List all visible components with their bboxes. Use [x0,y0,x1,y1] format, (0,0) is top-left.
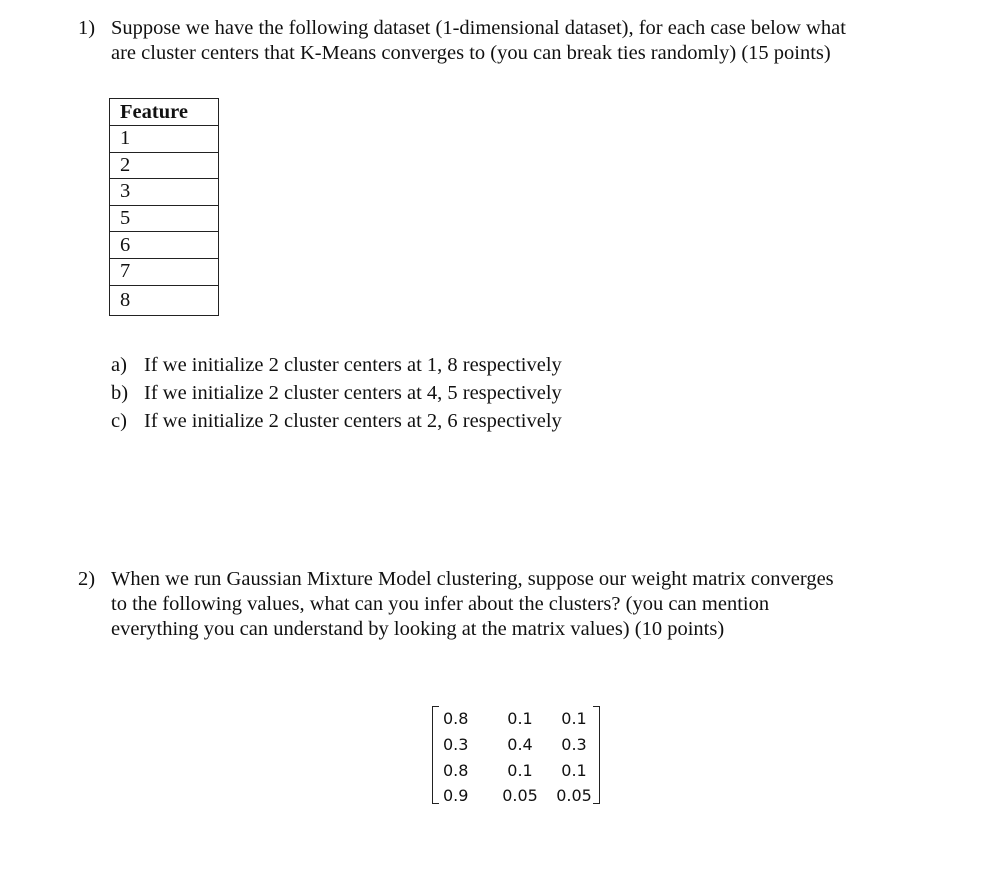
matrix-row-3 [432,758,600,783]
matrix-row-2 [432,732,600,757]
matrix-cell: 0.05 [556,786,592,805]
matrix-cell: 0.3 [561,735,587,754]
weight-matrix [432,704,600,806]
question-2-number: 2) [78,568,96,590]
option-c-text: If we initialize 2 cluster centers at 2, 6 respectively [144,410,562,432]
question-2-text [111,567,834,642]
feature-value: 7 [110,258,219,285]
matrix-cell: 0.9 [443,786,469,805]
matrix-cell: 0.8 [443,761,469,780]
question-2-line-2: to the following values, what can you infer about the clusters? (you can mention [111,593,770,615]
matrix-cell: 0.8 [443,709,469,728]
matrix-row-4 [432,783,600,808]
option-b-text: If we initialize 2 cluster centers at 4, 5 respectively [144,382,562,404]
matrix-row-1 [432,706,600,731]
matrix-cell: 0.05 [502,786,538,805]
question-1-text [111,16,846,66]
option-a-text: If we initialize 2 cluster centers at 1, 8 respectively [144,354,562,376]
feature-table [109,98,219,316]
feature-value: 6 [110,232,219,259]
matrix-cell: 0.1 [561,709,587,728]
option-c-letter: c) [111,410,127,432]
question-1-line-2: are cluster centers that K-Means converges to (you can break ties randomly) (15 points) [111,42,831,64]
question-1-number: 1) [78,17,96,39]
feature-value: 8 [110,285,219,315]
option-c [111,407,562,435]
feature-value: 2 [110,152,219,179]
option-a [111,351,562,379]
matrix-cell: 0.3 [443,735,469,754]
matrix-cell: 0.1 [561,761,587,780]
matrix-cell: 0.1 [507,761,533,780]
question-1-options [111,351,562,435]
question-1-line-1: Suppose we have the following dataset (1-dimensional dataset), for each case below what [111,17,846,39]
option-a-letter: a) [111,354,127,376]
feature-value: 1 [110,126,219,153]
feature-table-header: Feature [110,99,219,126]
matrix-cell: 0.1 [507,709,533,728]
matrix-cell: 0.4 [507,735,533,754]
feature-value: 3 [110,179,219,206]
feature-value: 5 [110,205,219,232]
option-b-letter: b) [111,382,129,404]
question-2-line-3: everything you can understand by looking at the matrix values) (10 points) [111,618,725,640]
question-2-line-1: When we run Gaussian Mixture Model clustering, suppose our weight matrix converges [111,568,834,590]
option-b [111,379,562,407]
